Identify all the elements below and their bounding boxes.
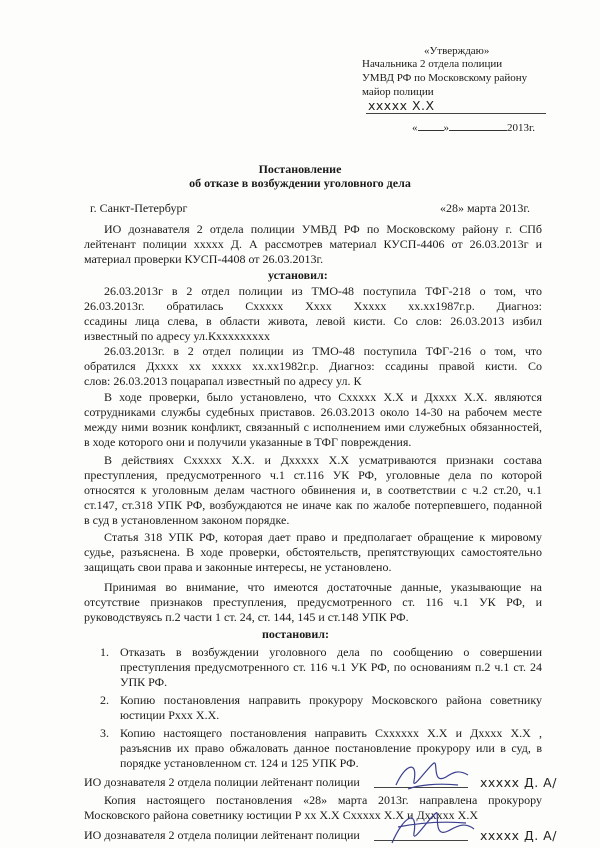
signature-1-label: ИО дознавателя 2 отдела полиции лейтенант полиции — [84, 775, 360, 789]
p4-line-5: в суд в установленном законом порядке. — [84, 513, 290, 527]
place: г. Санкт-Петербург — [90, 201, 188, 215]
date-close-quote: » — [443, 122, 449, 134]
p1-line-4: известный по адресу ул.Кххххххххх — [84, 329, 270, 343]
section-postanovil: постановил: — [262, 627, 330, 641]
signature-2-name: ххххх Д. А/ — [480, 828, 557, 843]
signature-2-label: ИО дознавателя 2 отдела полиции лейтенант полиции — [84, 828, 360, 842]
day-line — [418, 130, 444, 131]
item-3-number: 3. — [100, 726, 109, 740]
section-ustanovil: установил: — [268, 268, 328, 282]
p3-line-1: В ходе проверки, было установлено, что Сххххх Х.Х и Дххxх Х.Х. являются — [104, 390, 542, 404]
approval-name: ххххх Х.Х — [368, 98, 435, 113]
item-1-number: 1. — [100, 645, 109, 659]
p6-line-2: отсутствие признаков преступления, предусмотренного ст. 116 ч.1 УК РФ, и — [84, 595, 542, 609]
handwritten-signature-1 — [388, 755, 478, 795]
p1-line-3: ссадины лица слева, в области живота, левой кисти. Со слов: 26.03.2013 избил — [84, 314, 542, 328]
intro-line-1: ИО дознавателя 2 отдела полиции УМВД РФ по Московскому району г. СПб — [104, 222, 542, 236]
p3-line-4: в ходе которого они и получили указанные в ТФГ повреждения. — [84, 435, 412, 449]
p2-line-1: 26.03.2013г. в 2 отдел полиции из ТМО-48 поступила ТФГ-216 о том, что — [104, 344, 542, 358]
approval-header: «Утверждаю» — [424, 45, 490, 57]
document-date: «28» марта 2013г. — [440, 201, 530, 215]
p4-line-2: преступления, предусмотренного ч.1 ст.116 УК РФ, уголовные дела по которой — [84, 468, 542, 482]
p2-line-3: слов: 26.03.2013 поцарапал известный по адресу ул. К — [84, 374, 362, 388]
p1-line-2: 26.03.2013г. обратилась Схxxxx Хххх Ххххх хх.хх1987г.р. Диагноз: — [84, 299, 542, 313]
item-3-line-3: порядке установленном ст. 124 и 125 УПК РФ. — [120, 756, 359, 770]
copy-line-2: Московского района советнику юстиции Р хх Х.Х Сххххх Х.Х и Дххххх Х.Х — [84, 808, 478, 822]
document-title: Постановление — [258, 162, 342, 176]
p2-line-2: обратился Дхххх хх ххххх хх.хх1982г.р. Диагноз: ссадины правой кисти. Со — [84, 359, 542, 373]
item-2-number: 2. — [100, 693, 109, 707]
p3-line-3: между ними возник конфликт, связанный с исполнением ими служебных обязанностей, — [84, 420, 542, 434]
p1-line-1: 26.03.2013г в 2 отдел полиции из ТМО-48 поступила ТФГ-218 о том, что — [104, 284, 542, 298]
p6-line-3: руководствуясь п.2 части 1 ст. 24, ст. 144, 145 и ст.148 УПК РФ. — [84, 610, 409, 624]
handwritten-signature-2 — [382, 805, 482, 848]
p5-line-1: Статья 318 УПК РФ, которая дает право и предполагает обращение к мировому — [104, 530, 542, 544]
item-1-line-2: преступления предусмотренного ст. 116 ч.1 УК РФ, по основаниям п.2 ч.1 ст. 24 — [120, 660, 542, 674]
approval-rank: майор полиции — [362, 86, 434, 98]
p6-line-1: Принимая во внимание, что имеются достаточные данные, указывающие на — [104, 580, 542, 594]
signature-1-name: ххххх Д. А/ — [480, 775, 557, 790]
document-subtitle: об отказе в возбуждении уголовного дела — [189, 176, 411, 190]
approval-year: 2013г. — [507, 122, 536, 134]
item-2-line-2: юстиции Рххх Х.Х. — [120, 708, 220, 722]
item-1-line-1: Отказать в возбуждении уголовного дела по сообщению о совершении — [120, 645, 542, 659]
approval-signature-line — [366, 113, 546, 114]
copy-line-1: Копия настоящего постановления «28» марта 2013г. направлена прокурору — [104, 793, 542, 807]
intro-line-2: лейтенант полиции ххххх Д. А рассмотрев материал КУСП-4406 от 26.03.2013г и — [84, 237, 542, 251]
p5-line-2: судье, разъяснена. В ходе проверки, обстоятельств, препятствующих самостоятельно — [84, 545, 542, 559]
item-3-line-1: Копию настоящего постановления направить Сxxxxxx Х.Х и Дхххх Х.Х , — [120, 726, 542, 740]
p4-line-3: относятся к уголовным делам частного обвинения и, в соответствии с ч.2 ст.20, ч.1 — [84, 483, 542, 497]
p4-line-4: ст.147, ст.318 УПК РФ, возбуждаются не иначе как по жалобе потерпевшего, поданной — [84, 498, 542, 512]
p3-line-2: сотрудниками службы судебных приставов. 26.03.2013 около 14-30 на рабочем месте — [84, 405, 542, 419]
approval-position: Начальника 2 отдела полиции — [362, 58, 503, 70]
item-3-line-2: разъяснив их право обжаловать данное постановление прокурору или в суд, в — [120, 741, 542, 755]
intro-line-3: материал проверки КУСП-4408 от 26.03.2013г. — [84, 252, 324, 266]
approval-department: УМВД РФ по Московскому району — [362, 72, 528, 84]
date-open-quote: « — [412, 122, 418, 134]
p5-line-3: защищать свои права и законные интересы, не установлено. — [84, 560, 392, 574]
approval-date — [412, 121, 535, 136]
item-1-line-3: УПК РФ. — [120, 675, 168, 689]
p4-line-1: В действиях Сххххх Х.Х. и Дххххх Х.Х усматриваются признаки состава — [104, 453, 542, 467]
month-line — [449, 130, 507, 131]
item-2-line-1: Копию постановления направить прокурору Московского района советнику — [120, 693, 542, 707]
